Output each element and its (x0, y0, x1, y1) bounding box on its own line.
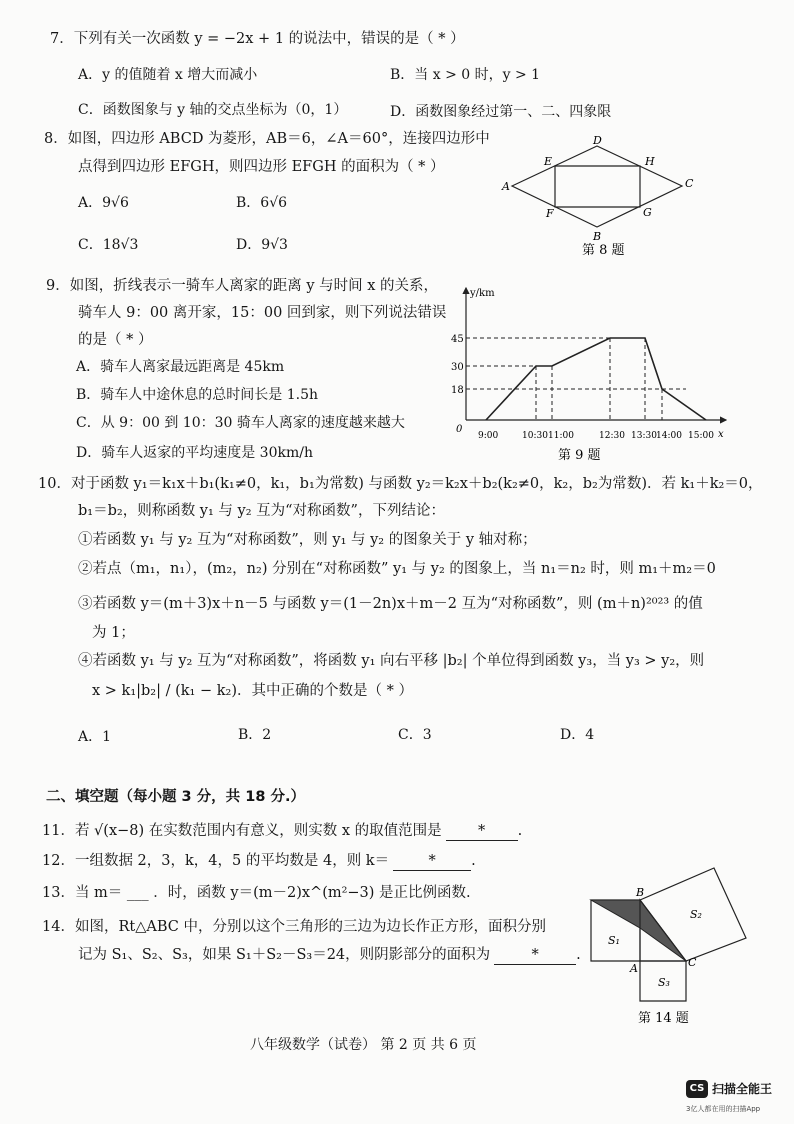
label-a: A (502, 180, 510, 193)
q10-line2: b₁＝b₂，则称函数 y₁ 与 y₂ 互为“对称函数”，下列结论： (78, 503, 445, 519)
label-f: F (546, 207, 554, 220)
y-tick-30: 30 (451, 362, 464, 373)
q9-option-b: B．骑车人中途休息的总时间长是 1.5h (76, 387, 319, 403)
q10-statement-3a: ③若函数 y＝(m＋3)x＋n－5 与函数 y＝(1－2n)x＋m－2 互为“对称函数”，则 (m＋n)²⁰²³ 的值 (78, 596, 703, 612)
label-d: D (593, 134, 602, 147)
distance-polyline (486, 338, 706, 420)
q9-stem-line1: 9．如图，折线表示一骑车人离家的距离 y 与时间 x 的关系， (46, 278, 439, 294)
label-g: G (643, 206, 652, 219)
q13-text: 13．当 m＝ ___ ．时，函数 y＝(m－2)x^(m²−3) 是正比例函数. (42, 885, 471, 901)
q11-text: 11．若 √(x−8) 在实数范围内有意义，则实数 x 的取值范围是 (42, 823, 442, 839)
x-axis-label: x (718, 429, 724, 440)
y-tick-18: 18 (451, 385, 464, 396)
q8-stem-line1: 8．如图，四边形 ABCD 为菱形，AB＝6，∠A＝60°，连接四边形中 (44, 131, 490, 147)
x-tick-1100: 11:00 (548, 431, 574, 441)
q10-option-d: D．4 (560, 727, 595, 743)
label-e: E (544, 155, 553, 168)
page-footer: 八年级数学（试卷） 第 2 页 共 6 页 (250, 1037, 477, 1053)
q8-option-d: D．9√3 (236, 237, 288, 253)
q8-option-b: B．6√6 (236, 195, 288, 211)
q9-option-d: D．骑车人返家的平均速度是 30km/h (76, 445, 313, 461)
q10-statement-4b: x > k₁|b₂| / (k₁ − k₂)．其中正确的个数是（ * ） (92, 683, 413, 699)
q9-distance-time-graph (448, 282, 748, 462)
q8-option-a: A．9√6 (78, 195, 129, 211)
label-b: B (593, 230, 602, 243)
x-tick-1400: 14:00 (656, 431, 682, 441)
label-s2: S₂ (690, 908, 702, 921)
label-h: H (645, 155, 655, 168)
q7-option-d: D．函数图象经过第一、二、四象限 (390, 104, 612, 120)
q10-option-a: A．1 (78, 729, 112, 745)
q9-stem-line3: 的是（ * ） (78, 332, 153, 348)
q8-figure-caption: 第 8 题 (582, 243, 625, 258)
q14-line1: 14．如图，Rt△ABC 中，分别以这个三角形的三边为边长作正方形，面积分别 (42, 919, 546, 935)
rectangle-efgh (555, 166, 640, 207)
shaded-region (591, 900, 686, 961)
x-tick-900: 9:00 (478, 431, 499, 441)
q10-statement-3b: 为 1； (92, 625, 135, 641)
label-c: C (688, 956, 697, 969)
scanner-app-name: 扫描全能王 (712, 1082, 773, 1096)
x-tick-1500: 15:00 (688, 431, 714, 441)
x-tick-1230: 12:30 (599, 431, 625, 441)
q14-line2: 记为 S₁、S₂、S₃，如果 S₁＋S₂－S₃＝24，则阴影部分的面积为 (78, 947, 491, 963)
q10-statement-2: ②若点（m₁，n₁），(m₂，n₂) 分别在“对称函数” y₁ 与 y₂ 的图象上，当 n₁＝n₂ 时，则 m₁＋m₂＝0 (78, 561, 716, 577)
origin-label: 0 (456, 424, 463, 435)
q8-rhombus-figure (500, 134, 700, 258)
q10-option-c: C．3 (398, 727, 432, 743)
q7-stem: 7．下列有关一次函数 y = −2x + 1 的说法中，错误的是（ * ） (50, 31, 465, 47)
q11-answer-blank: * (446, 822, 518, 841)
q14-figure-caption: 第 14 题 (638, 1011, 689, 1026)
scanner-logo-icon: CS (686, 1080, 708, 1098)
q9-figure-caption: 第 9 题 (558, 448, 601, 462)
q14-answer-blank: * (494, 946, 576, 965)
q9-option-c: C．从 9：00 到 10：30 骑车人离家的速度越来越大 (76, 415, 405, 431)
x-tick-1030: 10:30 (522, 431, 548, 441)
q11: 11．若 √(x−8) 在实数范围内有意义，则实数 x 的取值范围是 * . (42, 823, 523, 839)
q10-statement-4a: ④若函数 y₁ 与 y₂ 互为“对称函数”，将函数 y₁ 向右平移 |b₂| 个单位得到函数 y₃，当 y₃ > y₂，则 (78, 653, 705, 669)
q7-option-a: A．y 的值随着 x 增大而减小 (78, 67, 258, 83)
q10-option-b: B．2 (238, 727, 272, 743)
y-axis-label: y/km (470, 288, 495, 299)
q8-stem-line2: 点得到四边形 EFGH，则四边形 EFGH 的面积为（ * ） (78, 159, 445, 175)
label-s3: S₃ (658, 976, 670, 989)
q14: 记为 S₁、S₂、S₃，如果 S₁＋S₂－S₃＝24，则阴影部分的面积为 * . (78, 947, 581, 963)
q10-line1: 10．对于函数 y₁＝k₁x＋b₁(k₁≠0，k₁，b₁为常数) 与函数 y₂＝k₂x＋b₂(k₂≠0，k₂，b₂为常数)．若 k₁＋k₂＝0， (38, 476, 763, 492)
q7-option-c: C．函数图象与 y 轴的交点坐标为（0，1） (78, 102, 348, 118)
q8-option-c: C．18√3 (78, 237, 139, 253)
q9-option-a: A．骑车人离家最远距离是 45km (76, 359, 285, 375)
guide-lines (466, 338, 686, 420)
q12-text: 12．一组数据 2，3，k，4，5 的平均数是 4，则 k＝ (42, 853, 390, 869)
q12-answer-blank: * (393, 852, 471, 871)
q7-option-b: B．当 x > 0 时，y > 1 (390, 67, 541, 83)
label-a: A (630, 962, 638, 975)
label-s1: S₁ (608, 934, 620, 947)
x-tick-1330: 13:30 (631, 431, 657, 441)
q9-stem-line2: 骑车人 9：00 离开家，15：00 回到家，则下列说法错误 (78, 305, 447, 321)
y-tick-45: 45 (451, 334, 464, 345)
label-c: C (685, 177, 694, 190)
label-b: B (636, 886, 645, 899)
scanner-tagline: 3亿人都在用的扫描App (686, 1105, 761, 1113)
rhombus-abcd (512, 146, 682, 227)
q14-squares-figure (586, 858, 786, 1030)
q12: 12．一组数据 2，3，k，4，5 的平均数是 4，则 k＝ * . (42, 853, 476, 869)
section-2-title: 二、填空题（每小题 3 分，共 18 分.） (46, 789, 305, 805)
q10-statement-1: ①若函数 y₁ 与 y₂ 互为“对称函数”，则 y₁ 与 y₂ 的图象关于 y 轴对称； (78, 532, 537, 548)
